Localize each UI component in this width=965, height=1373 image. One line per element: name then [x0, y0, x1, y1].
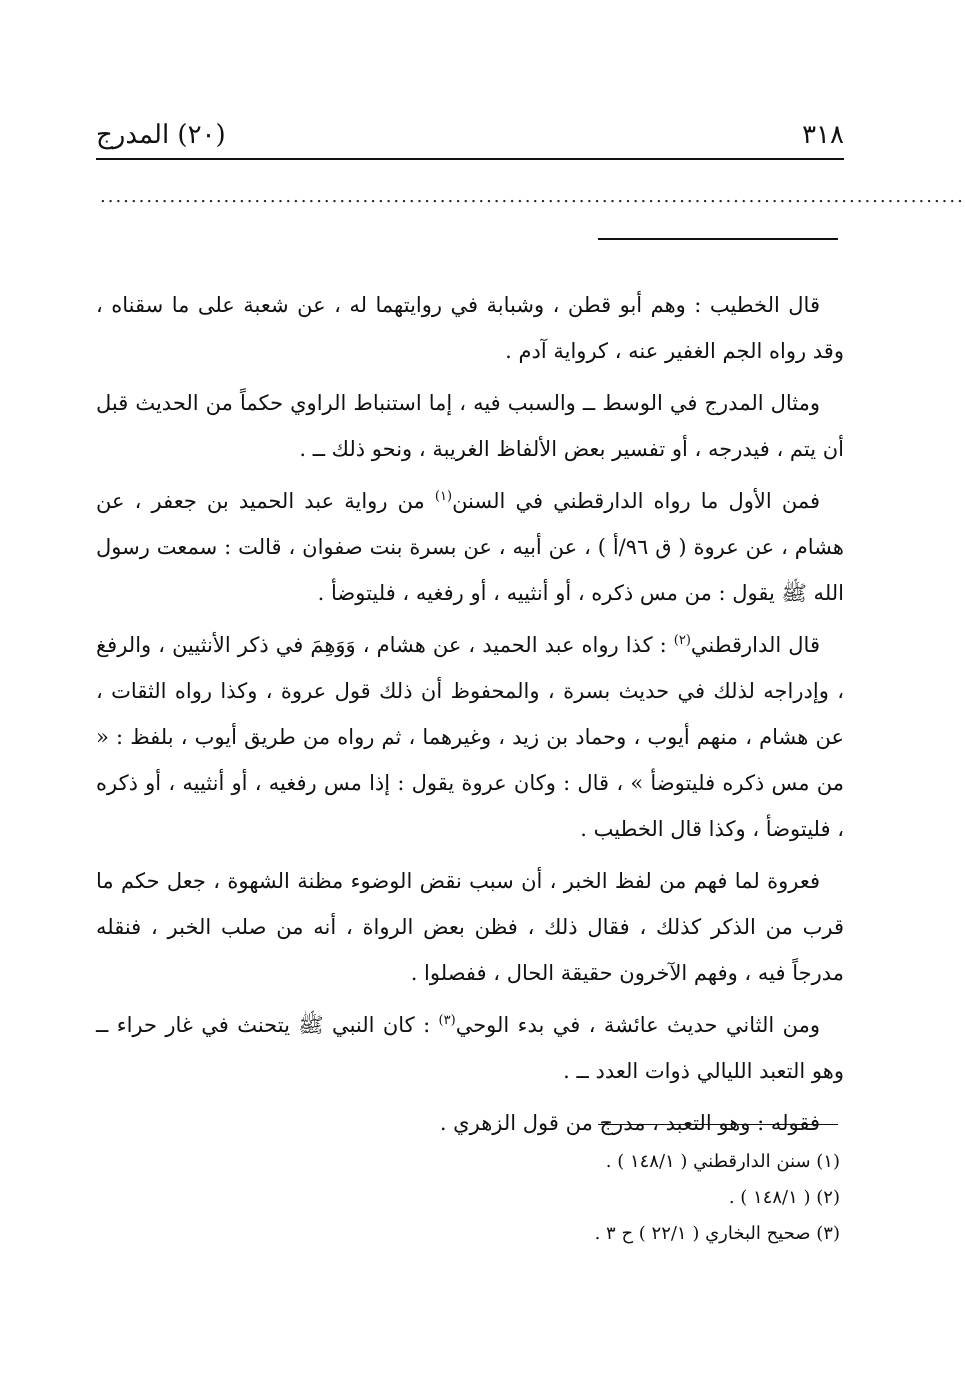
footnote-ref-1[interactable]: (١) [434, 489, 453, 504]
paragraph-urwa-explanation: فعروة لما فهم من لفظ الخبر ، أن سبب نقض الوضوء مظنة الشهوة ، جعل حكم ما قرب من الذكر كذلك ، فقال ذلك ، فظن بعض الرواة ، أنه من صلب الخبر ، فنقله مدرجاً فيه ، وفهم الآخرون حقيقة الحال ، ففصلوا . [96, 869, 844, 985]
page-header [96, 118, 844, 160]
paragraph-khatib-quote: قال الخطيب : وهم أبو قطن ، وشبابة في روايتهما له ، عن شعبة على ما سقناه ، وقد رواه الجم الغفير عنه ، كرواية آدم . [96, 293, 844, 363]
footnote-1: (١) سنن الدارقطني ( ١٤٨/١ ) . [605, 1151, 840, 1172]
page-number: ٣١٨ [802, 120, 844, 150]
dotted-separator: ................................................................................................................ [100, 186, 965, 207]
main-text [96, 282, 844, 1152]
footnote-rule [598, 1124, 838, 1125]
paragraph-mudraj-middle: ومثال المدرج في الوسط ــ والسبب فيه ، إما استنباط الراوي حكماً من الحديث قبل أن يتم ، فيدرجه ، أو تفسير بعض الألفاظ الغريبة ، ونحو ذلك ــ . [96, 391, 844, 461]
running-title: (٢٠) المدرج [96, 120, 226, 150]
footnote-ref-2[interactable]: (٢) [673, 633, 691, 648]
paragraph-first-example: فمن الأول ما رواه الدارقطني في السنن$^{(١)}$ من رواية عبد الحميد بن جعفر ، عن هشام ، عن عروة ( ق ٩٦/أ ) ، عن أبيه ، عن بسرة بنت صفوان ، قالت : سمعت رسول الله ﷺ يقول : من مس ذكره ، أو أنثييه ، أو رفغيه ، فليتوضأ . [96, 489, 844, 605]
paragraph-zuhri-conclusion: فقوله : وهو التعبد ، مدرج من قول الزهري . [439, 1111, 820, 1135]
section-rule [598, 238, 838, 240]
footnote-ref-3[interactable]: (٣) [438, 1013, 456, 1028]
footnote-3: (٣) صحيح البخاري ( ٢٢/١ ) ح ٣ . [594, 1223, 840, 1244]
footnotes [96, 1144, 840, 1252]
paragraph-second-example: ومن الثاني حديث عائشة ، في بدء الوحي$^{(٣)}$ : كان النبي ﷺ يتحنث في غار حراء ــ وهو التعبد الليالي ذوات العدد ــ . [96, 1013, 844, 1083]
footnote-2: (٢) ( ١٤٨/١ ) . [728, 1187, 840, 1208]
paragraph-daraqutni-comment: قال الدارقطني$^{(٢)}$ : كذا رواه عبد الحميد ، عن هشام ، وَوَهِمَ في ذكر الأنثيين ، والرفغ ، وإدراجه لذلك في حديث بسرة ، والمحفوظ أن ذلك قول عروة ، وكذا رواه الثقات ، عن هشام ، منهم أيوب ، وحماد بن زيد ، وغيرهما ، ثم رواه من طريق أيوب ، بلفظ : « من مس ذكره فليتوضأ » ، قال : وكان عروة يقول : إذا مس رفغيه ، أو أنثييه ، أو ذكره ، فليتوضأ ، وكذا قال الخطيب . [96, 633, 844, 841]
